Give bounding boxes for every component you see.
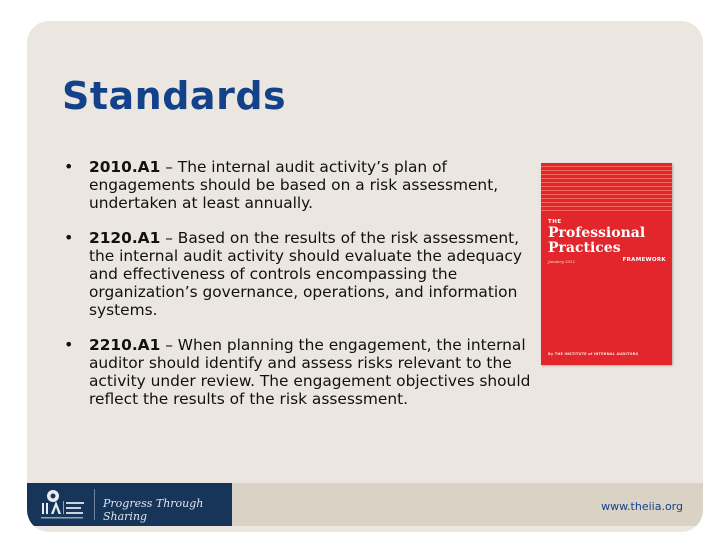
bullet-item (64, 158, 544, 212)
book-title: Professional Practices (548, 225, 646, 256)
book-publisher: By THE INSTITUTE of INTERNAL AUDITORS (548, 352, 639, 356)
bullet-marker: • (64, 157, 74, 176)
footer (27, 483, 703, 526)
standard-code: 2120.A1 (89, 229, 161, 247)
standard-code: 2210.A1 (89, 336, 161, 354)
slide-title: Standards (62, 74, 287, 118)
logo-divider (94, 489, 95, 520)
bullet-item (64, 336, 544, 408)
bullet-marker: • (64, 335, 74, 354)
bullet-marker: • (64, 228, 74, 247)
book-pre-title: THE (548, 219, 562, 225)
footer-logo-panel (27, 483, 232, 526)
standard-text: – When planning the engagement, the internal auditor should identify and assess risks relevant to the activity under review. The engagement objectives should reflect the results of the risk assessment. (89, 336, 531, 408)
standard-code: 2010.A1 (89, 158, 161, 176)
book-edition: January 2012 (548, 259, 576, 264)
bullet-list (64, 158, 544, 408)
bullet-item (64, 229, 544, 319)
book-subtitle: FRAMEWORK (622, 257, 666, 263)
iia-logo-icon (39, 488, 87, 522)
footer-tagline: Progress Through Sharing (103, 497, 204, 523)
standard-text: – The internal audit activity’s plan of engagements should be based on a risk assessment, undertaken at least annually. (89, 158, 499, 212)
book-cover-image (541, 163, 672, 365)
slide (27, 21, 703, 532)
standard-text: – Based on the results of the risk assessment, the internal audit activity should evaluate the adequacy and effectiveness of controls encompassing the organization’s governance, operations, and information systems. (89, 229, 522, 319)
book-cover-stripes (541, 163, 672, 211)
website-link[interactable]: www.theiia.org (601, 500, 683, 513)
